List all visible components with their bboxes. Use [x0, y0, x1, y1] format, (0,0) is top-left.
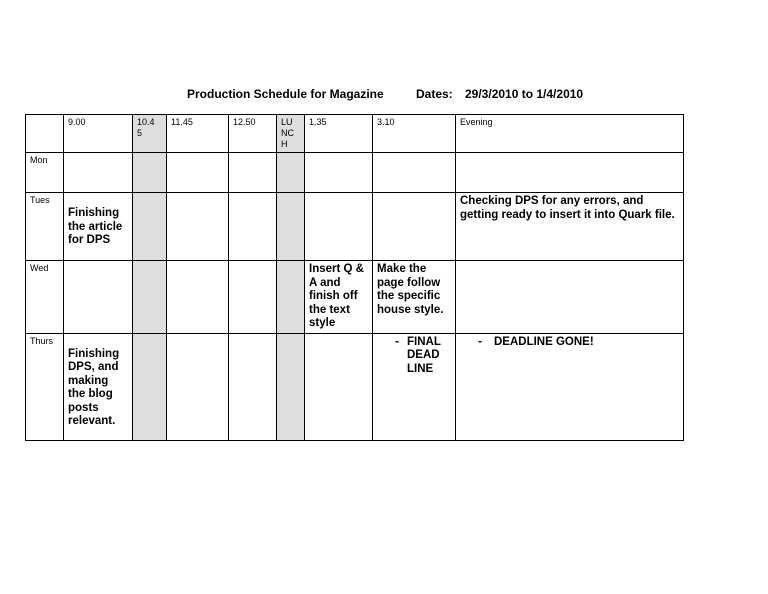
table-cell	[133, 333, 167, 440]
table-cell	[305, 333, 373, 440]
table-cell: Checking DPS for any errors, and getting ready to insert it into Quark file.	[456, 193, 684, 261]
table-cell: Finishing DPS, and making the blog posts relevant.	[64, 333, 133, 440]
table-cell	[373, 193, 456, 261]
table-cell-final-deadline	[373, 333, 456, 440]
header-cell-0900: 9.00	[64, 115, 133, 153]
table-cell	[133, 193, 167, 261]
table-cell	[277, 193, 305, 261]
dates-label: Dates:	[416, 87, 453, 101]
bullet-text: DEADLINE GONE!	[494, 335, 594, 348]
table-cell	[229, 261, 277, 334]
table-cell	[229, 333, 277, 440]
table-cell: Make the page follow the specific house style.	[373, 261, 456, 334]
bullet-item	[460, 336, 679, 350]
header-cell-0135: 1.35	[305, 115, 373, 153]
table-cell	[456, 153, 684, 193]
schedule-table	[25, 114, 684, 441]
day-label-wed: Wed	[26, 261, 64, 334]
table-cell	[133, 153, 167, 193]
table-cell: Finishing the article for DPS	[64, 193, 133, 261]
table-row-tues	[26, 193, 684, 261]
header-row	[26, 115, 684, 153]
table-cell	[305, 193, 373, 261]
header-cell-lunch: LU NC H	[277, 115, 305, 153]
header-cell-0310: 3.10	[373, 115, 456, 153]
bullet-marker: -	[395, 335, 399, 348]
table-row-mon	[26, 153, 684, 193]
table-row-thurs	[26, 333, 684, 440]
table-cell	[167, 193, 229, 261]
day-label-tues: Tues	[26, 193, 64, 261]
table-cell	[229, 153, 277, 193]
table-cell	[133, 261, 167, 334]
document-title-row	[0, 87, 768, 103]
table-cell	[167, 153, 229, 193]
table-cell	[456, 261, 684, 334]
day-label-thurs: Thurs	[26, 333, 64, 440]
header-cell-1045: 10.4 5	[133, 115, 167, 153]
bullet-item	[377, 336, 451, 377]
table-row-wed	[26, 261, 684, 334]
dates-value: 29/3/2010 to 1/4/2010	[465, 87, 584, 101]
header-cell-1145: 11.45	[167, 115, 229, 153]
table-cell	[64, 153, 133, 193]
table-cell	[229, 193, 277, 261]
table-cell	[167, 261, 229, 334]
header-cell-1250: 12.50	[229, 115, 277, 153]
table-cell	[277, 261, 305, 334]
table-cell	[305, 153, 373, 193]
table-cell	[277, 153, 305, 193]
table-cell: Insert Q & A and finish off the text style	[305, 261, 373, 334]
table-cell	[64, 261, 133, 334]
page-title: Production Schedule for Magazine	[187, 87, 384, 101]
header-cell-corner	[26, 115, 64, 153]
table-cell	[167, 333, 229, 440]
table-cell-deadline-gone	[456, 333, 684, 440]
day-label-mon: Mon	[26, 153, 64, 193]
header-cell-evening: Evening	[456, 115, 684, 153]
table-cell	[373, 153, 456, 193]
table-cell	[277, 333, 305, 440]
bullet-marker: -	[478, 335, 482, 348]
bullet-text: FINAL DEAD LINE	[407, 335, 441, 375]
